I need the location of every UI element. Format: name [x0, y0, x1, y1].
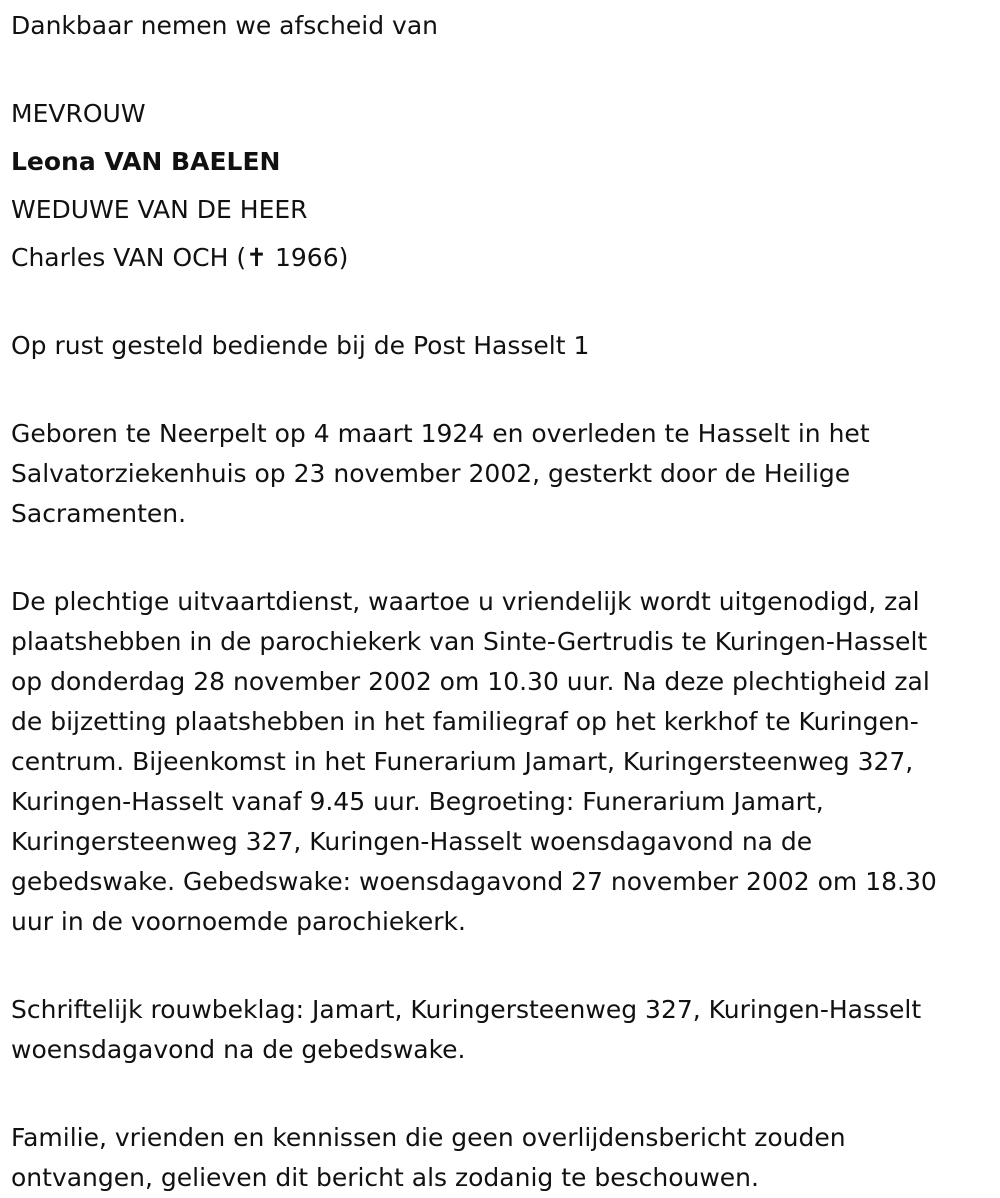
paragraph-line: Sacramenten.: [11, 499, 187, 528]
husband-line: Charles VAN OCH (✝ 1966): [11, 243, 349, 272]
paragraph-line: woensdagavond na de gebedswake.: [11, 1035, 466, 1064]
deceased-name: Leona VAN BAELEN: [11, 147, 281, 176]
paragraph-line: op donderdag 28 november 2002 om 10.30 uur. Na deze plechtigheid zal: [11, 667, 930, 696]
paragraph-line: De plechtige uitvaartdienst, waartoe u vriendelijk wordt uitgenodigd, zal: [11, 587, 920, 616]
paragraph-line: Geboren te Neerpelt op 4 maart 1924 en overleden te Hasselt in het: [11, 419, 870, 448]
paragraph-line: centrum. Bijeenkomst in het Funerarium Jamart, Kuringersteenweg 327,: [11, 747, 914, 776]
paragraph-line: de bijzetting plaatshebben in het familiegraf op het kerkhof te Kuringen-: [11, 707, 919, 736]
ceremony-paragraph: [11, 582, 990, 942]
condolences-paragraph: [11, 990, 990, 1070]
widow-of-line: WEDUWE VAN DE HEER: [11, 195, 308, 224]
paragraph-line: uur in de voornoemde parochiekerk.: [11, 907, 466, 936]
birth-death-paragraph: [11, 414, 990, 534]
paragraph-line: Familie, vrienden en kennissen die geen overlijdensbericht zouden: [11, 1123, 846, 1152]
paragraph-line: gebedswake. Gebedswake: woensdagavond 27 november 2002 om 18.30: [11, 867, 937, 896]
paragraph-line: Salvatorziekenhuis op 23 november 2002, gesterkt door de Heilige: [11, 459, 851, 488]
occupation-line: Op rust gesteld bediende bij de Post Hasselt 1: [11, 331, 590, 360]
intro-line: Dankbaar nemen we afscheid van: [11, 11, 438, 40]
paragraph-line: Kuringen-Hasselt vanaf 9.45 uur. Begroeting: Funerarium Jamart,: [11, 787, 824, 816]
paragraph-line: plaatshebben in de parochiekerk van Sinte-Gertrudis te Kuringen-Hasselt: [11, 627, 928, 656]
paragraph-line: Kuringersteenweg 327, Kuringen-Hasselt woensdagavond na de: [11, 827, 813, 856]
paragraph-line: ontvangen, gelieven dit bericht als zodanig te beschouwen.: [11, 1163, 759, 1192]
title-line: MEVROUW: [11, 99, 146, 128]
paragraph-line: Schriftelijk rouwbeklag: Jamart, Kuringersteenweg 327, Kuringen-Hasselt: [11, 995, 922, 1024]
closing-paragraph: [11, 1118, 990, 1198]
